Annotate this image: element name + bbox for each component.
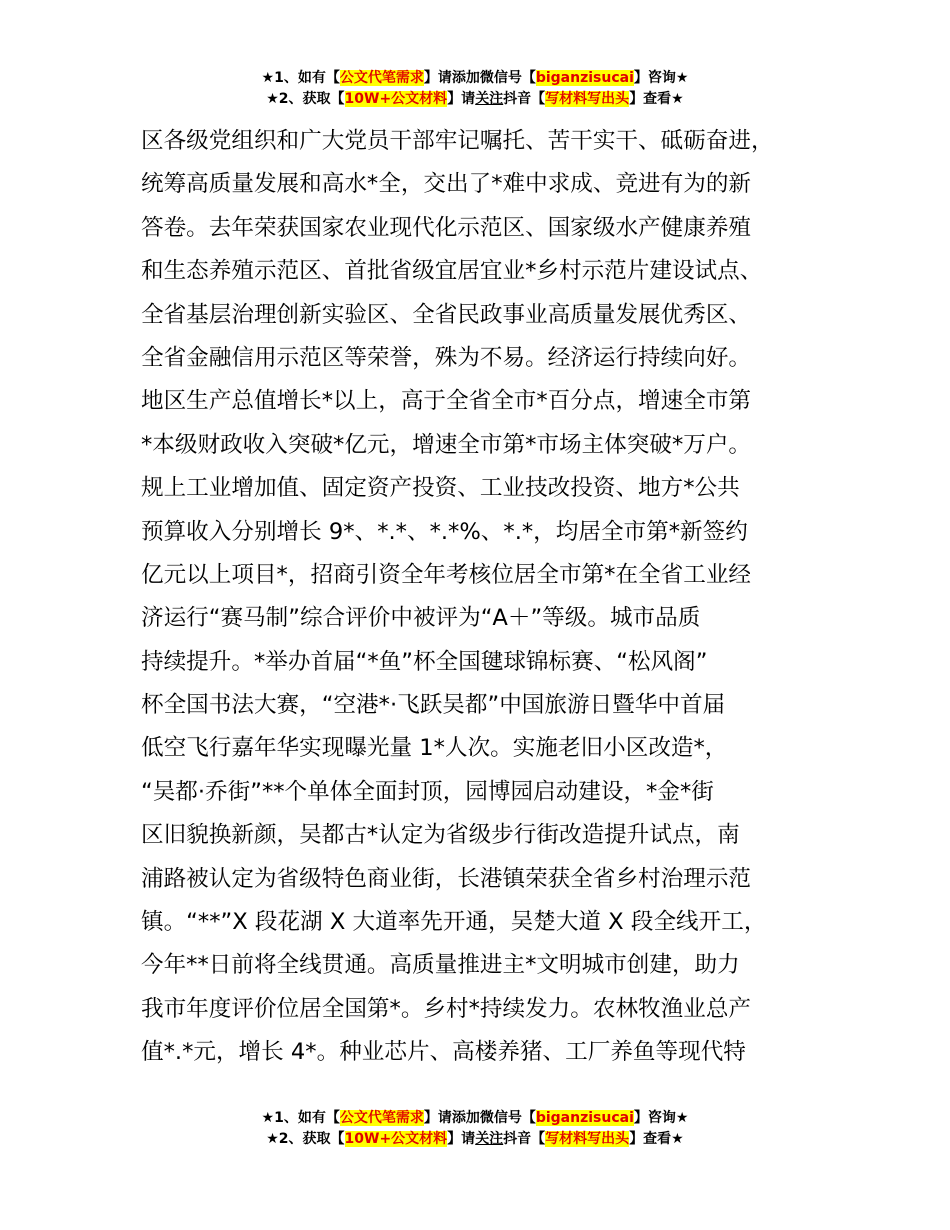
text-line: 答卷。去年荣获国家农业现代化示范区、国家级水产健康养殖 bbox=[141, 214, 752, 241]
text-line: 全省基层治理创新实验区、全省民政事业高质量发展优秀区、 bbox=[141, 301, 752, 328]
banner-line-2: ★2、获取【10W+公文材料】请关注抖音【写材料写出头】查看★ bbox=[266, 91, 684, 107]
text-line: 持续提升。*举办首届“*鱼”杯全国毽球锦标赛、“松风阁” bbox=[141, 648, 708, 675]
text-line: 地区生产总值增长*以上，高于全省全市*百分点，增速全市第 bbox=[141, 388, 752, 415]
highlight-service: 公文代笔需求 bbox=[339, 70, 424, 86]
footer-banner bbox=[0, 1108, 950, 1150]
banner-line-1: ★1、如有【公文代笔需求】请添加微信号【biganzisucai】咨询★ bbox=[261, 70, 689, 86]
highlight-materials: 10W+公文材料 bbox=[344, 91, 448, 107]
highlight-materials: 10W+公文材料 bbox=[344, 1131, 448, 1147]
highlight-wechat-id: biganzisucai bbox=[535, 70, 634, 86]
text-line: 统筹高质量发展和高水*全，交出了*难中求成、竞进有为的新 bbox=[141, 171, 752, 198]
text-line: 我市年度评价位居全国第*。乡村*持续发力。农林牧渔业总产 bbox=[141, 995, 752, 1022]
text-line: 今年**日前将全线贯通。高质量推进主*文明城市创建，助力 bbox=[141, 952, 740, 979]
highlight-douyin-account: 写材料写出头 bbox=[545, 1131, 630, 1147]
text-line: 区旧貌换新颜，吴都古*认定为省级步行街改造提升试点，南 bbox=[141, 822, 740, 849]
text-line: “吴都·乔街”**个单体全面封顶，园博园启动建设，*金*街 bbox=[141, 778, 714, 805]
text-line: 值*.*元，增长 4*。种业芯片、高楼养猪、工厂养鱼等现代特 bbox=[141, 1039, 746, 1066]
banner-line-1: ★1、如有【公文代笔需求】请添加微信号【biganzisucai】咨询★ bbox=[261, 1110, 689, 1126]
highlight-douyin-account: 写材料写出头 bbox=[545, 91, 630, 107]
text-line: 全省金融信用示范区等荣誉，殊为不易。经济运行持续向好。 bbox=[141, 344, 752, 371]
text-line: *本级财政收入突破*亿元，增速全市第*市场主体突破*万户。 bbox=[141, 431, 752, 458]
text-line: 亿元以上项目*，招商引资全年考核位居全市第*在全省工业经 bbox=[141, 561, 752, 588]
text-line: 区各级党组织和广大党员干部牢记嘱托、苦干实干、砥砺奋进， bbox=[141, 128, 774, 154]
text-line: 镇。“**”X 段花湖 X 大道率先开通，吴楚大道 X 段全线开工， bbox=[141, 909, 767, 936]
text-line: 浦路被认定为省级特色商业街，长港镇荣获全省乡村治理示范 bbox=[141, 865, 752, 892]
text-line: 和生态养殖示范区、首批省级宜居宜业*乡村示范片建设试点、 bbox=[141, 258, 763, 285]
text-line: 预算收入分别增长 9*、*.*、*.*%、*.*，均居全市第*新签约 bbox=[141, 518, 748, 545]
text-line: 济运行“赛马制”综合评价中被评为“A＋”等级。城市品质 bbox=[141, 605, 701, 632]
body-paragraph bbox=[141, 120, 841, 1075]
follow-underlined: 关注 bbox=[475, 91, 504, 107]
highlight-service: 公文代笔需求 bbox=[339, 1110, 424, 1126]
banner-line-2: ★2、获取【10W+公文材料】请关注抖音【写材料写出头】查看★ bbox=[266, 1131, 684, 1147]
follow-underlined: 关注 bbox=[475, 1131, 504, 1147]
text-line: 规上工业增加值、固定资产投资、工业技改投资、地方*公共 bbox=[141, 475, 740, 502]
text-line: 杯全国书法大赛，“空港*·飞跃吴都”中国旅游日暨华中首届 bbox=[141, 692, 726, 719]
header-banner bbox=[0, 68, 950, 110]
text-line: 低空飞行嘉年华实现曝光量 1*人次。实施老旧小区改造*， bbox=[141, 735, 728, 762]
highlight-wechat-id: biganzisucai bbox=[535, 1110, 634, 1126]
